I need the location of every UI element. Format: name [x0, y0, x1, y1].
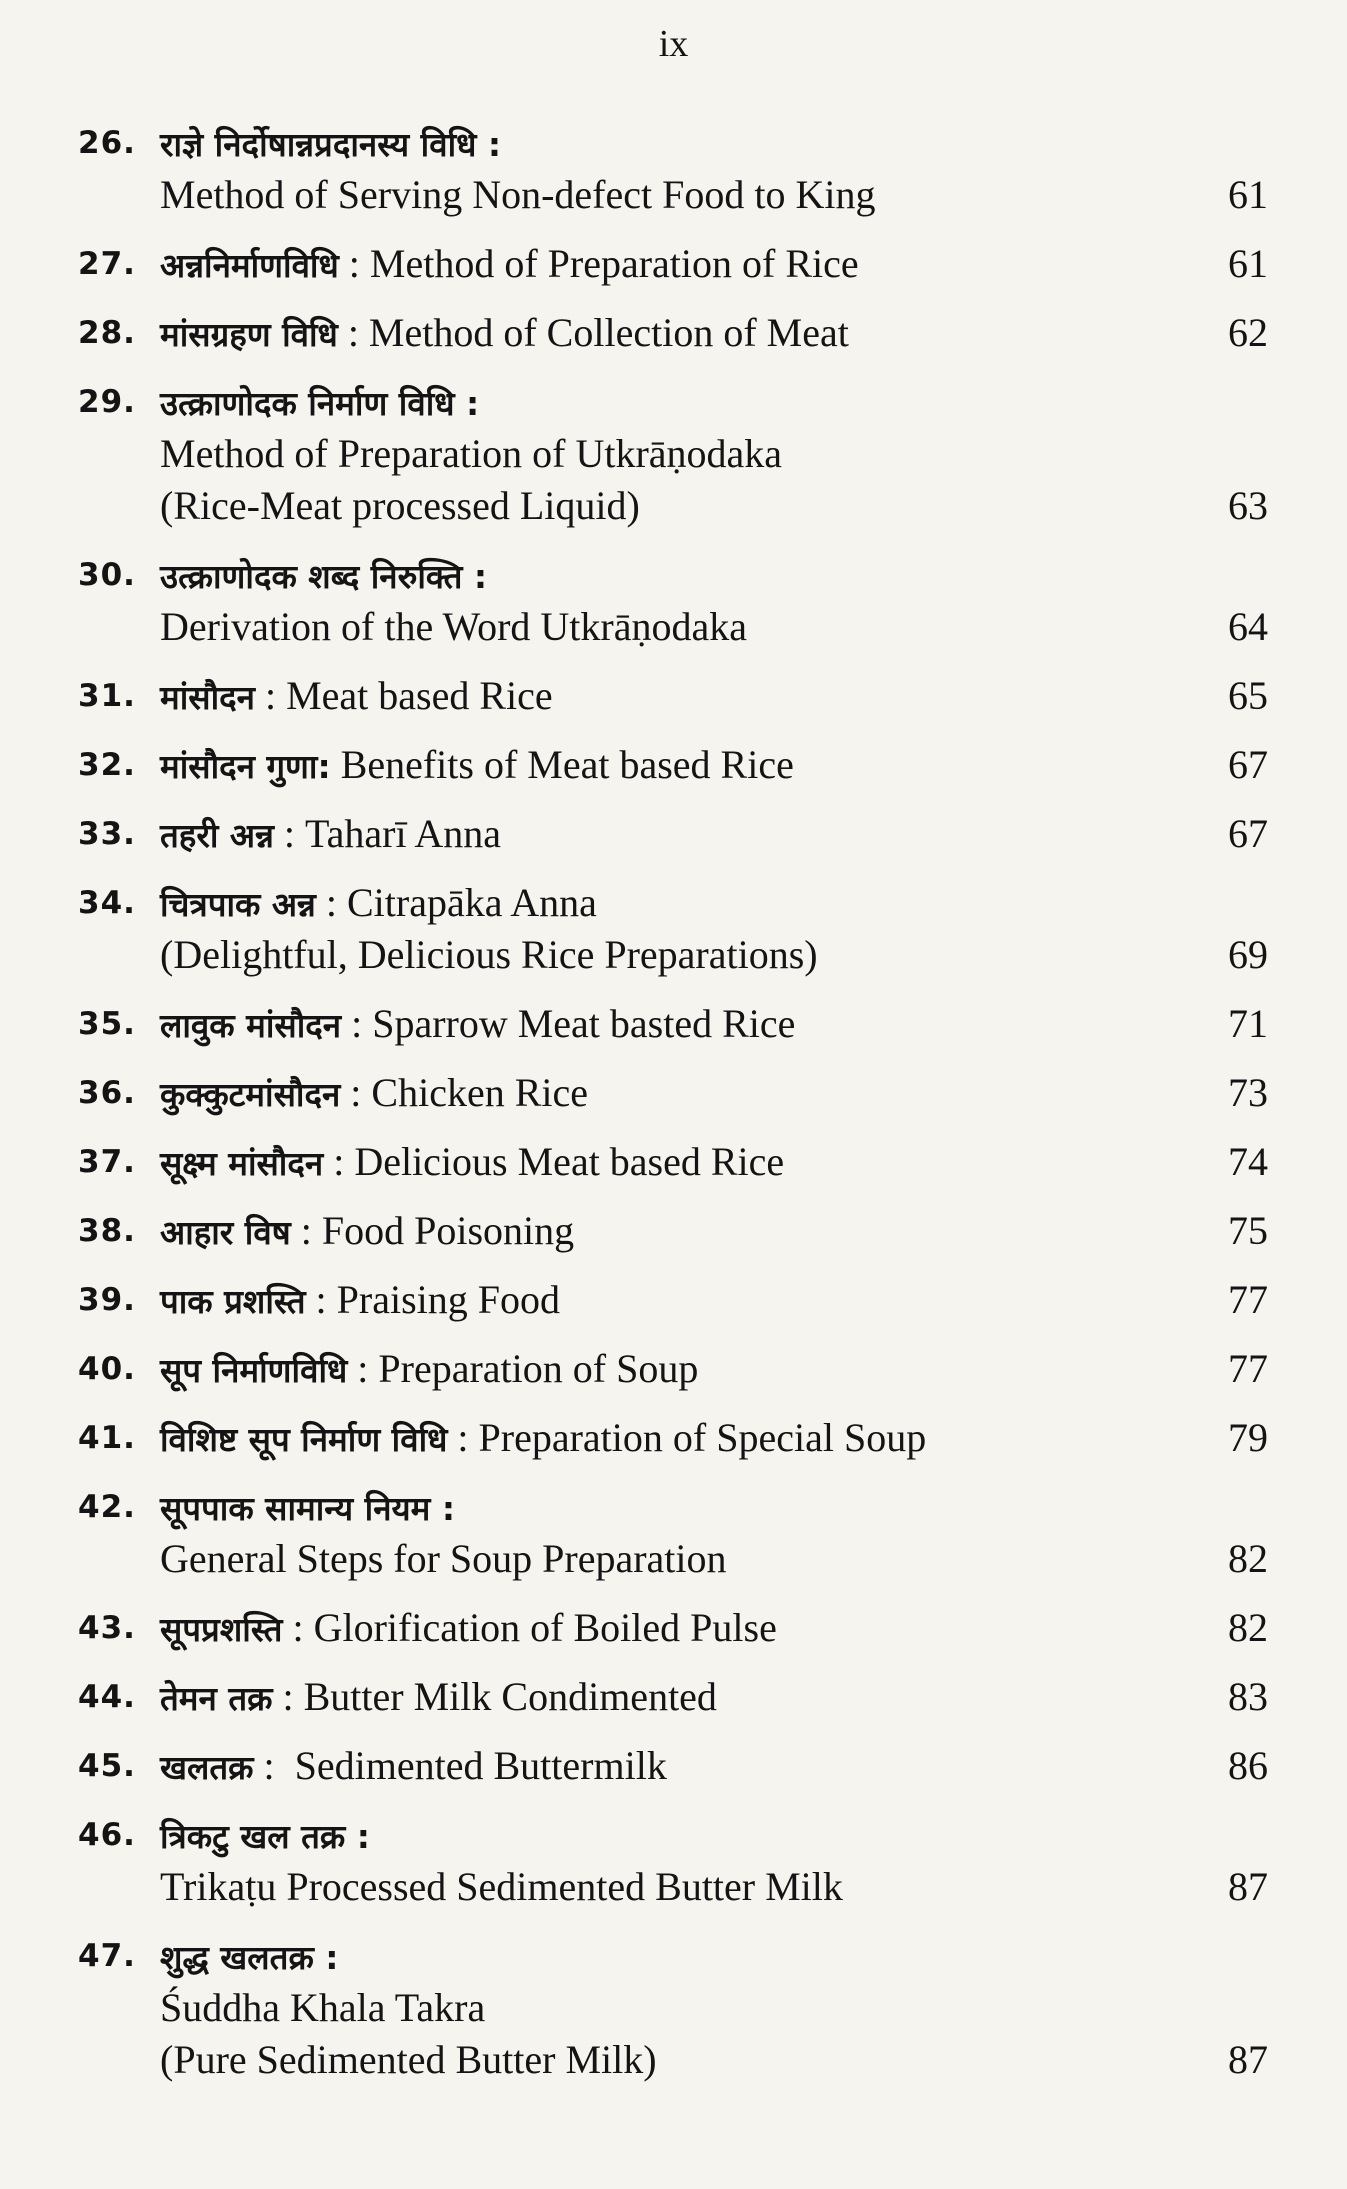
toc-entry: [78, 1275, 1268, 1327]
page-number: 75: [1228, 1208, 1268, 1253]
entry-body: [160, 239, 1268, 291]
toc-entry: [78, 1068, 1268, 1120]
english-title: : Preparation of Special Soup: [447, 1415, 927, 1460]
toc-entry: [78, 1137, 1268, 1189]
entry-body: [160, 1137, 1268, 1189]
entry-body: [160, 1275, 1268, 1327]
entry-line: [160, 671, 1268, 723]
entry-title: [160, 550, 1188, 602]
sanskrit-title: विशिष्ट सूप निर्माण विधि: [160, 1420, 448, 1459]
english-title: General Steps for Soup Preparation: [160, 1536, 727, 1581]
entry-line: [160, 1413, 1268, 1465]
english-title: : Taharī Anna: [273, 811, 502, 856]
toc-entry: [78, 809, 1268, 861]
table-of-contents: [78, 118, 1268, 2104]
entry-body: [160, 740, 1268, 792]
entry-title: [160, 1931, 1188, 1983]
page-number: 65: [1228, 673, 1268, 718]
entry-body: [160, 1603, 1268, 1655]
english-title: : Sparrow Meat basted Rice: [341, 1001, 796, 1046]
page-number: 71: [1228, 1001, 1268, 1046]
page-number: 61: [1228, 172, 1268, 217]
toc-entry: [78, 740, 1268, 792]
page-number: 82: [1228, 1605, 1268, 1650]
page-number: 64: [1228, 604, 1268, 649]
sanskrit-title: आहार विष: [160, 1213, 291, 1252]
toc-entry: [78, 239, 1268, 291]
page-number: 77: [1228, 1346, 1268, 1391]
sanskrit-title: खलतक्र: [160, 1748, 254, 1787]
entry-number: 28.: [78, 315, 136, 351]
entry-body: [160, 671, 1268, 723]
entry-line: [160, 429, 1268, 481]
entry-line: [160, 602, 1268, 654]
entry-line: [160, 2035, 1268, 2087]
toc-entry: [78, 671, 1268, 723]
entry-title: [160, 239, 1188, 291]
entry-title: [160, 1741, 1188, 1793]
entry-line: [160, 1534, 1268, 1586]
entry-body: [160, 999, 1268, 1051]
sanskrit-title: सूप निर्माणविधि: [160, 1351, 348, 1390]
english-title: : Meat based Rice: [254, 673, 553, 718]
sanskrit-title: मांसग्रहण विधि: [160, 315, 338, 354]
sanskrit-title: राज्ञे निर्दोषान्नप्रदानस्य विधि :: [160, 125, 502, 164]
page-number: 74: [1228, 1139, 1268, 1184]
page-number: 67: [1228, 811, 1268, 856]
sanskrit-title: शुद्ध खलतक्र :: [160, 1938, 339, 1977]
entry-body: [160, 809, 1268, 861]
entry-title: [160, 1983, 1188, 2035]
entry-title: [160, 1810, 1188, 1862]
english-title: : Praising Food: [305, 1277, 561, 1322]
toc-entry: [78, 878, 1268, 982]
entry-body: [160, 1413, 1268, 1465]
toc-entry: [78, 1344, 1268, 1396]
entry-title: [160, 1344, 1188, 1396]
english-title: Śuddha Khala Takra: [160, 1985, 486, 2030]
entry-title: [160, 1534, 1188, 1586]
toc-entry: [78, 118, 1268, 222]
toc-entry: [78, 1931, 1268, 2087]
english-title: : Method of Preparation of Rice: [338, 241, 859, 286]
entry-number: 32.: [78, 747, 136, 783]
entry-title: [160, 878, 1188, 930]
entry-body: [160, 878, 1268, 982]
page-number: 77: [1228, 1277, 1268, 1322]
entry-title: [160, 1206, 1188, 1258]
entry-title: [160, 1482, 1188, 1534]
sanskrit-title: सूपप्रशस्ति: [160, 1610, 283, 1649]
entry-body: [160, 1206, 1268, 1258]
entry-number: 40.: [78, 1351, 136, 1387]
page-number: 87: [1228, 1864, 1268, 1909]
english-title: Method of Serving Non-defect Food to King: [160, 172, 876, 217]
entry-line: [160, 878, 1268, 930]
toc-entry: [78, 308, 1268, 360]
entry-number: 39.: [78, 1282, 136, 1318]
entry-number: 31.: [78, 678, 136, 714]
english-title: : Food Poisoning: [290, 1208, 575, 1253]
entry-title: [160, 740, 1188, 792]
entry-number: 47.: [78, 1938, 136, 1974]
sanskrit-title: उत्क्राणोदक शब्द निरुक्ति :: [160, 557, 488, 596]
entry-line: [160, 1983, 1268, 2035]
entry-body: [160, 308, 1268, 360]
entry-line: [160, 1275, 1268, 1327]
entry-line: [160, 1344, 1268, 1396]
entry-body: [160, 1672, 1268, 1724]
sanskrit-title: लावुक मांसौदन: [160, 1006, 342, 1045]
page-number: 83: [1228, 1674, 1268, 1719]
sanskrit-title: कुक्कुटमांसौदन: [160, 1075, 341, 1114]
sanskrit-title: मांसौदन गुणा:: [160, 747, 331, 786]
entry-title: [160, 1672, 1188, 1724]
entry-body: [160, 1482, 1268, 1586]
sanskrit-title: उत्क्राणोदक निर्माण विधि :: [160, 384, 480, 423]
entry-line: [160, 1603, 1268, 1655]
toc-entry: [78, 377, 1268, 533]
sanskrit-title: तहरी अन्न: [160, 816, 274, 855]
sanskrit-title: त्रिकटु खल तक्र :: [160, 1817, 370, 1856]
entry-line: [160, 239, 1268, 291]
entry-body: [160, 1344, 1268, 1396]
entry-number: 36.: [78, 1075, 136, 1111]
english-title: : Glorification of Boiled Pulse: [282, 1605, 777, 1650]
entry-line: [160, 1137, 1268, 1189]
entry-line: [160, 740, 1268, 792]
sanskrit-title: मांसौदन: [160, 678, 255, 717]
toc-entry: [78, 1482, 1268, 1586]
english-title: : Butter Milk Condimented: [272, 1674, 717, 1719]
entry-line: [160, 1068, 1268, 1120]
sanskrit-title: सूपपाक सामान्य नियम :: [160, 1489, 456, 1528]
entry-line: [160, 118, 1268, 170]
entry-line: [160, 999, 1268, 1051]
sanskrit-title: चित्रपाक अन्न: [160, 885, 316, 924]
entry-number: 26.: [78, 125, 136, 161]
entry-line: [160, 1810, 1268, 1862]
entry-number: 35.: [78, 1006, 136, 1042]
entry-line: [160, 308, 1268, 360]
page-number: 73: [1228, 1070, 1268, 1115]
english-title: Trikaṭu Processed Sedimented Butter Milk: [160, 1864, 843, 1909]
entry-title: [160, 2035, 1188, 2087]
entry-line: [160, 1482, 1268, 1534]
entry-title: [160, 809, 1188, 861]
toc-entry: [78, 1603, 1268, 1655]
entry-title: [160, 377, 1188, 429]
english-title: Method of Preparation of Utkrāṇodaka: [160, 431, 783, 476]
entry-body: [160, 1068, 1268, 1120]
entry-number: 44.: [78, 1679, 136, 1715]
entry-title: [160, 308, 1188, 360]
entry-body: [160, 1810, 1268, 1914]
entry-line: [160, 550, 1268, 602]
entry-number: 38.: [78, 1213, 136, 1249]
entry-title: [160, 1137, 1188, 1189]
page-number: 61: [1228, 241, 1268, 286]
entry-number: 43.: [78, 1610, 136, 1646]
entry-line: [160, 1862, 1268, 1914]
english-title: : Sedimented Buttermilk: [253, 1743, 667, 1788]
entry-title: [160, 1068, 1188, 1120]
entry-title: [160, 1413, 1188, 1465]
english-title: : Citrapāka Anna: [315, 880, 597, 925]
entry-line: [160, 930, 1268, 982]
toc-entry: [78, 1810, 1268, 1914]
entry-line: [160, 1931, 1268, 1983]
entry-title: [160, 602, 1188, 654]
page-number: 63: [1228, 483, 1268, 528]
sanskrit-title: अन्ननिर्माणविधि: [160, 246, 339, 285]
page-number: 82: [1228, 1536, 1268, 1581]
entry-body: [160, 377, 1268, 533]
entry-title: [160, 999, 1188, 1051]
sanskrit-title: तेमन तक्र: [160, 1679, 273, 1718]
page-number: 67: [1228, 742, 1268, 787]
toc-entry: [78, 1206, 1268, 1258]
entry-line: [160, 1672, 1268, 1724]
page-number: 62: [1228, 310, 1268, 355]
entry-number: 46.: [78, 1817, 136, 1853]
english-title: (Pure Sedimented Butter Milk): [160, 2037, 657, 2082]
sanskrit-title: पाक प्रशस्ति: [160, 1282, 306, 1321]
entry-number: 27.: [78, 246, 136, 282]
toc-entry: [78, 1672, 1268, 1724]
entry-title: [160, 170, 1188, 222]
entry-title: [160, 1275, 1188, 1327]
entry-title: [160, 481, 1188, 533]
entry-line: [160, 377, 1268, 429]
page-number: 86: [1228, 1743, 1268, 1788]
entry-line: [160, 809, 1268, 861]
english-title: : Preparation of Soup: [347, 1346, 699, 1391]
entry-title: [160, 118, 1188, 170]
english-title: : Chicken Rice: [340, 1070, 588, 1115]
entry-line: [160, 481, 1268, 533]
toc-entry: [78, 1741, 1268, 1793]
english-title: Derivation of the Word Utkrāṇodaka: [160, 604, 747, 649]
entry-title: [160, 671, 1188, 723]
entry-body: [160, 1741, 1268, 1793]
page-number: 79: [1228, 1415, 1268, 1460]
entry-line: [160, 1741, 1268, 1793]
entry-number: 42.: [78, 1489, 136, 1525]
toc-entry: [78, 550, 1268, 654]
entry-number: 33.: [78, 816, 136, 852]
entry-title: [160, 930, 1188, 982]
entry-body: [160, 1931, 1268, 2087]
entry-title: [160, 1862, 1188, 1914]
entry-title: [160, 1603, 1188, 1655]
english-title: : Method of Collection of Meat: [337, 310, 849, 355]
page-number: 87: [1228, 2037, 1268, 2082]
entry-body: [160, 118, 1268, 222]
entry-number: 29.: [78, 384, 136, 420]
entry-line: [160, 170, 1268, 222]
entry-number: 41.: [78, 1420, 136, 1456]
page-number: 69: [1228, 932, 1268, 977]
entry-number: 45.: [78, 1748, 136, 1784]
sanskrit-title: सूक्ष्म मांसौदन: [160, 1144, 324, 1183]
english-title: (Rice-Meat processed Liquid): [160, 483, 640, 528]
english-title: : Delicious Meat based Rice: [323, 1139, 785, 1184]
english-title: Benefits of Meat based Rice: [330, 742, 794, 787]
entry-line: [160, 1206, 1268, 1258]
english-title: (Delightful, Delicious Rice Preparations): [160, 932, 818, 977]
entry-number: 37.: [78, 1144, 136, 1180]
entry-number: 30.: [78, 557, 136, 593]
toc-entry: [78, 1413, 1268, 1465]
entry-title: [160, 429, 1188, 481]
page-folio: ix: [658, 23, 689, 65]
toc-entry: [78, 999, 1268, 1051]
entry-body: [160, 550, 1268, 654]
entry-number: 34.: [78, 885, 136, 921]
